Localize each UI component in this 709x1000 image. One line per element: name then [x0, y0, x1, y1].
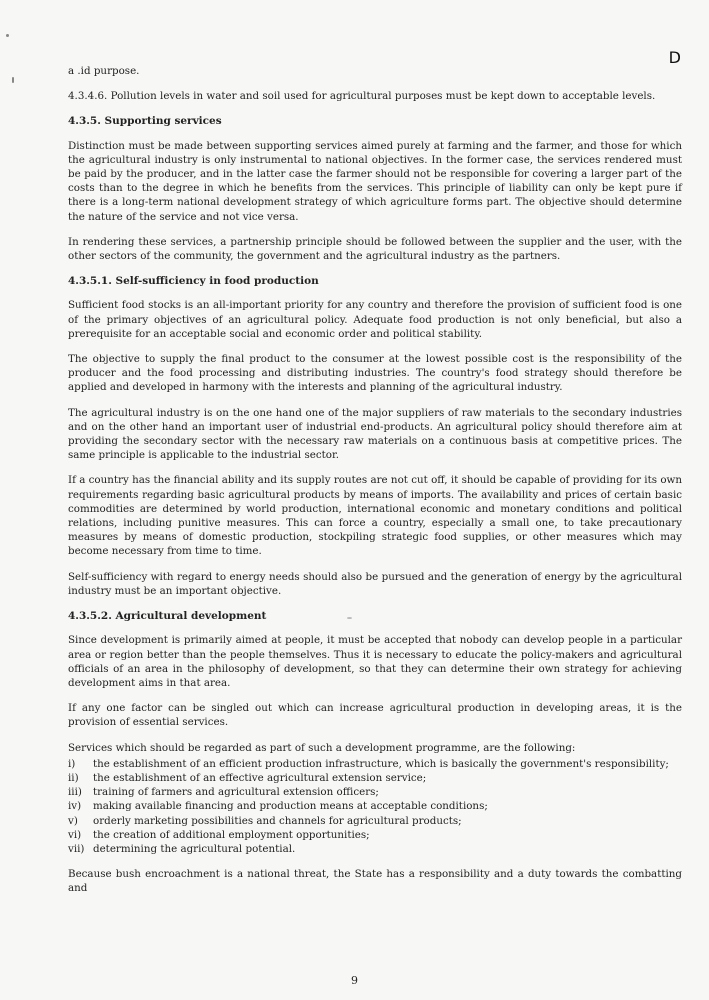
list-item-number: v)	[68, 814, 78, 827]
paragraph: Since development is primarily aimed at people, it must be accepted that nobody can develop people in a particular area or region better than the people themselves. Thus it is necessary to educate the policy-makers and agricultural officials of an area in the philosophy of development, so that they can determine their own strategy for achieving development aims in that area.	[68, 634, 682, 689]
page-number: 9	[351, 974, 358, 987]
paragraph: Self-sufficiency with regard to energy needs should also be pursued and the generation of energy by the agricultural industry must be an important objective.	[68, 570, 682, 597]
list-item	[68, 757, 682, 771]
list-item	[68, 842, 682, 856]
list-item-number: vi)	[68, 828, 82, 841]
paragraph: If a country has the financial ability and its supply routes are not cut off, it should be capable of providing for its own requirements regarding basic agricultural products by means of imports. The availability and prices of certain basic commodities are determined by world production, international economic and monetary conditions and political relations, including punitive measures. This can force a country, especially a small one, to take precautionary measures by means of domestic production, stockpiling strategic food supplies, or other measures which may become necessary from time to time.	[68, 474, 682, 558]
list-item-number: i)	[68, 757, 76, 770]
list-item-text: the establishment of an efficient production infrastructure, which is basically the government's responsibility;	[93, 757, 669, 770]
paragraph: The objective to supply the final product to the consumer at the lowest possible cost is the responsibility of the producer and the food processing and distributing industries. The country's food strategy should therefore be applied and developed in harmony with the interests and planning of the agricultural industry.	[68, 353, 682, 394]
paragraph: If any one factor can be singled out which can increase agricultural production in developing areas, it is the provision of essential services.	[68, 702, 682, 729]
list-item	[68, 828, 682, 842]
list-item-text: training of farmers and agricultural extension officers;	[93, 786, 379, 799]
document-body	[68, 64, 682, 907]
corner-letter: D	[668, 48, 681, 67]
section-heading: 4.3.5. Supporting services	[68, 115, 222, 128]
section-heading: 4.3.5.1. Self-sufficiency in food production	[68, 275, 319, 288]
paragraph: a .id purpose.	[68, 65, 140, 77]
list-item	[68, 771, 682, 785]
list-item-number: iii)	[68, 786, 82, 799]
paragraph: Sufficient food stocks is an all-important priority for any country and therefore the provision of sufficient food is one of the primary objectives of an agricultural policy. Adequate food production is not only beneficial, but also a prerequisite for an acceptable social and economic order and political stability.	[68, 299, 682, 340]
list-item	[68, 799, 682, 813]
paragraph: In rendering these services, a partnership principle should be followed between the supplier and the user, with the other sectors of the community, the government and the agricultural industry as the partners.	[68, 235, 682, 263]
paragraph: 4.3.4.6. Pollution levels in water and soil used for agricultural purposes must be kept down to acceptable levels.	[68, 90, 656, 103]
list-item-number: ii)	[68, 771, 79, 784]
list-item	[68, 814, 682, 828]
list-item-number: vii)	[68, 842, 85, 855]
section-heading: 4.3.5.2. Agricultural development	[68, 610, 267, 623]
services-list	[68, 757, 682, 856]
list-item-text: the establishment of an effective agricultural extension service;	[93, 771, 427, 784]
paragraph: Services which should be regarded as part of such a development programme, are the following:	[68, 741, 576, 754]
list-item-text: determining the agricultural potential.	[93, 842, 296, 855]
list-item-text: orderly marketing possibilities and channels for agricultural products;	[93, 814, 462, 827]
list-item-number: iv)	[68, 800, 82, 813]
paragraph: Because bush encroachment is a national threat, the State has a responsibility and a duty towards the combatting and	[68, 868, 682, 895]
scan-speck	[12, 77, 14, 83]
paragraph: The agricultural industry is on the one hand one of the major suppliers of raw materials to the secondary industries and on the other hand an important user of industrial end-products. An agricultural policy should therefore aim at providing the secondary sector with the necessary raw materials on a continuous basis at competitive prices. The same principle is applicable to the industrial sector.	[68, 406, 682, 462]
list-item	[68, 785, 682, 799]
scan-speck	[6, 34, 9, 37]
paragraph: Distinction must be made between supporting services aimed purely at farming and the farmer, and those for which the agricultural industry is only instrumental to national objectives. In the former case, the services rendered must be paid by the producer, and in the latter case the farmer should not be responsible for covering a larger part of the costs than to the degree in which he benefits from the services. This principle of liability can only be kept pure if there is a long-term national development strategy of which agriculture forms part. The objective should determine the nature of the service and not vice versa.	[68, 139, 682, 223]
list-item-text: the creation of additional employment opportunities;	[93, 828, 370, 841]
list-item-text: making available financing and production means at acceptable conditions;	[93, 800, 488, 813]
